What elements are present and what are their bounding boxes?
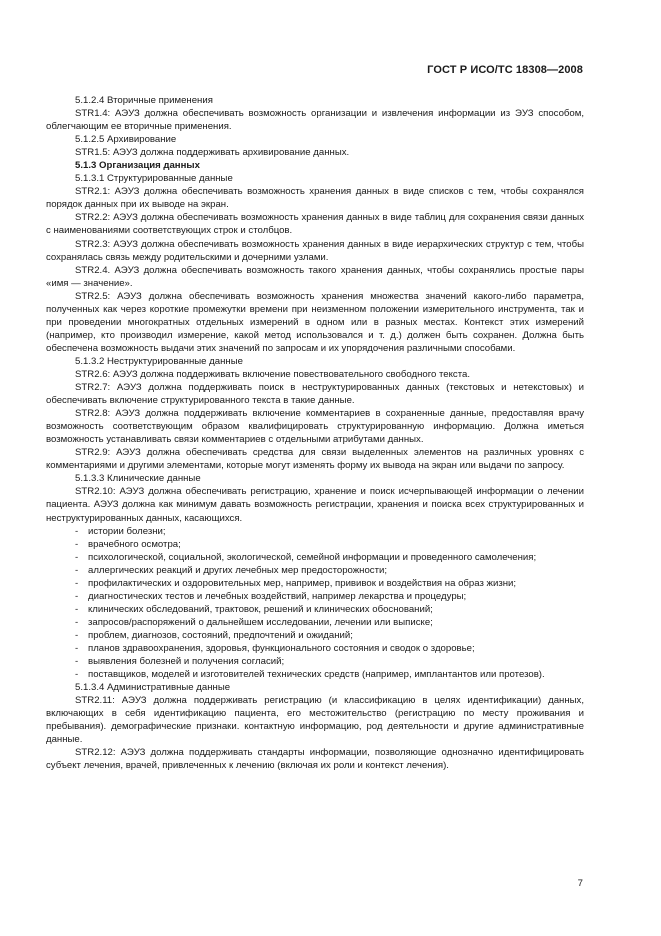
list-item [46, 616, 584, 629]
list-dash: - [75, 642, 79, 654]
list-item [46, 603, 584, 616]
section-heading: 5.1.2.5 Архивирование [75, 134, 177, 146]
list-item-text: выявления болезней и получения согласий; [88, 656, 285, 668]
section-heading: 5.1.3.3 Клинические данные [75, 473, 201, 485]
list-item [46, 551, 584, 564]
list-item [46, 590, 584, 603]
paragraph: STR1.4: АЭУЗ должна обеспечивать возможность организации и извлечения информации из ЭУЗ способом, облегчающим ее вторичные применения. [46, 108, 584, 133]
list-dash: - [75, 551, 79, 563]
list-item [46, 564, 584, 577]
paragraph: STR2.2: АЭУЗ должна обеспечивать возможность хранения данных в виде таблиц для сохранения связи данных с наименованиями соответствующих строк и столбцов. [46, 212, 584, 237]
list-dash: - [75, 590, 79, 602]
list-dash: - [75, 656, 79, 668]
list-dash: - [75, 616, 79, 628]
paragraph: STR2.1: АЭУЗ должна обеспечивать возможность хранения данных в виде списков с тем, чтобы сохранялся порядок данных при их выводе на экран. [46, 186, 584, 211]
list-item-text: врачебного осмотра; [88, 538, 181, 550]
section-heading: 5.1.3.2 Неструктурированные данные [75, 355, 243, 367]
page-number: 7 [577, 878, 583, 889]
list-item-text: поставщиков, моделей и изготовителей технических средств (например, имплантантов или протезов). [88, 669, 545, 681]
list-item [46, 538, 584, 551]
list-dash: - [75, 564, 79, 576]
paragraph: STR2.12: АЭУЗ должна поддерживать стандарты информации, позволяющие однозначно идентифицировать субъект лечения, врачей, привлеченных к лечению (включая их роли и контекст лечения). [46, 747, 584, 772]
paragraph: STR2.3: АЭУЗ должна обеспечивать возможность хранения данных в виде иерархических структур с тем, чтобы сохранялась связь между родительскими и дочерними узлами. [46, 238, 584, 263]
list-item-text: истории болезни; [88, 525, 166, 537]
section-heading: 5.1.3.1 Структурированные данные [75, 173, 233, 185]
list-item [46, 577, 584, 590]
list-item-text: профилактических и оздоровительных мер, например, прививок и воздействия на образ жизни; [88, 577, 517, 589]
list-item [46, 668, 584, 681]
list-item-text: психологической, социальной, экологической, семейной информации и проведенного самолечения; [88, 551, 537, 563]
section-heading: 5.1.3 Организация данных [75, 160, 200, 172]
list-dash: - [75, 577, 79, 589]
paragraph: STR2.7: АЭУЗ должна поддерживать поиск в неструктурированных данных (текстовых и нетекстовых) и обеспечивать включение структурированного текста в такие данные. [46, 382, 584, 407]
list-dash: - [75, 525, 79, 537]
list-item-text: клинических обследований, трактовок, решений и клинических обоснований; [88, 603, 433, 615]
paragraph: STR2.9: АЭУЗ должна обеспечивать средства для связи выделенных элементов на различных уровнях с комментариями и другими элементами, которые могут изменять форму их вывода на экран или выдачи по запросу. [46, 447, 584, 472]
list-dash: - [75, 538, 79, 550]
list-dash: - [75, 603, 79, 615]
paragraph: STR2.11: АЭУЗ должна поддерживать регистрацию (и классификацию в целях идентификации) данных, включающих в себя идентификацию пациента, его местожительство (регистрацию по месту проживания и пребывания). демографические признаки. контактную информацию, род деятельности и другие административные данные. [46, 695, 584, 746]
document-body [46, 94, 584, 772]
paragraph: STR1.5: АЭУЗ должна поддерживать архивирование данных. [75, 147, 350, 159]
list-item [46, 642, 584, 655]
list-item-text: запросов/распоряжений о дальнейшем исследовании, лечении или выписке; [88, 616, 433, 628]
list-item-text: проблем, диагнозов, состояний, предпочтений и ожиданий; [88, 629, 353, 641]
paragraph: STR2.6: АЭУЗ должна поддерживать включение повествовательного свободного текста. [75, 368, 471, 380]
list-dash: - [75, 629, 79, 641]
document-id-header: ГОСТ Р ИСО/ТС 18308—2008 [427, 64, 583, 76]
paragraph: STR2.5: АЭУЗ должна обеспечивать возможность хранения множества значений какого-либо параметра, полученных как через короткие промежутки времени при неизменном положении измерительного инструмента, так и при проведении многократных отдельных измерений в одном или в разных местах. Контекст этих измерений (например, кто производил измерение, какой метод использовался и т. д.) должен быть сохранен. Должна быть обеспечена возможность выдачи этих значений по запросам и их упорядочения различными способами. [46, 290, 584, 354]
paragraph: STR2.10: АЭУЗ должна обеспечивать регистрацию, хранение и поиск исчерпывающей информации о лечении пациента. АЭУЗ должна как минимум давать возможность регистрации, хранения и поиска всех структурированных и неструктурированных данных, касающихся. [46, 486, 584, 524]
list-item [46, 629, 584, 642]
list-item-text: аллергических реакций и других лечебных мер предосторожности; [88, 564, 388, 576]
paragraph: STR2.4. АЭУЗ должна обеспечивать возможность такого хранения данных, чтобы сохранялись простые пары «имя — значение». [46, 264, 584, 289]
section-heading: 5.1.3.4 Административные данные [75, 682, 231, 694]
list-item [46, 525, 584, 538]
section-heading: 5.1.2.4 Вторичные применения [75, 95, 213, 106]
list-dash: - [75, 669, 79, 681]
list-item-text: диагностических тестов и лечебных воздействий, например лекарства и процедуры; [88, 590, 467, 602]
list-item [46, 655, 584, 668]
paragraph: STR2.8: АЭУЗ должна поддерживать включение комментариев в сохраненные данные, предоставляя врачу возможность соответствующим образом квалифицировать структурированную информацию. Должна иметься возможность устанавливать связи комментариев с отдельными атрибутами данных. [46, 408, 584, 446]
list-item-text: планов здравоохранения, здоровья, функционального состояния и сводок о здоровье; [88, 642, 475, 654]
